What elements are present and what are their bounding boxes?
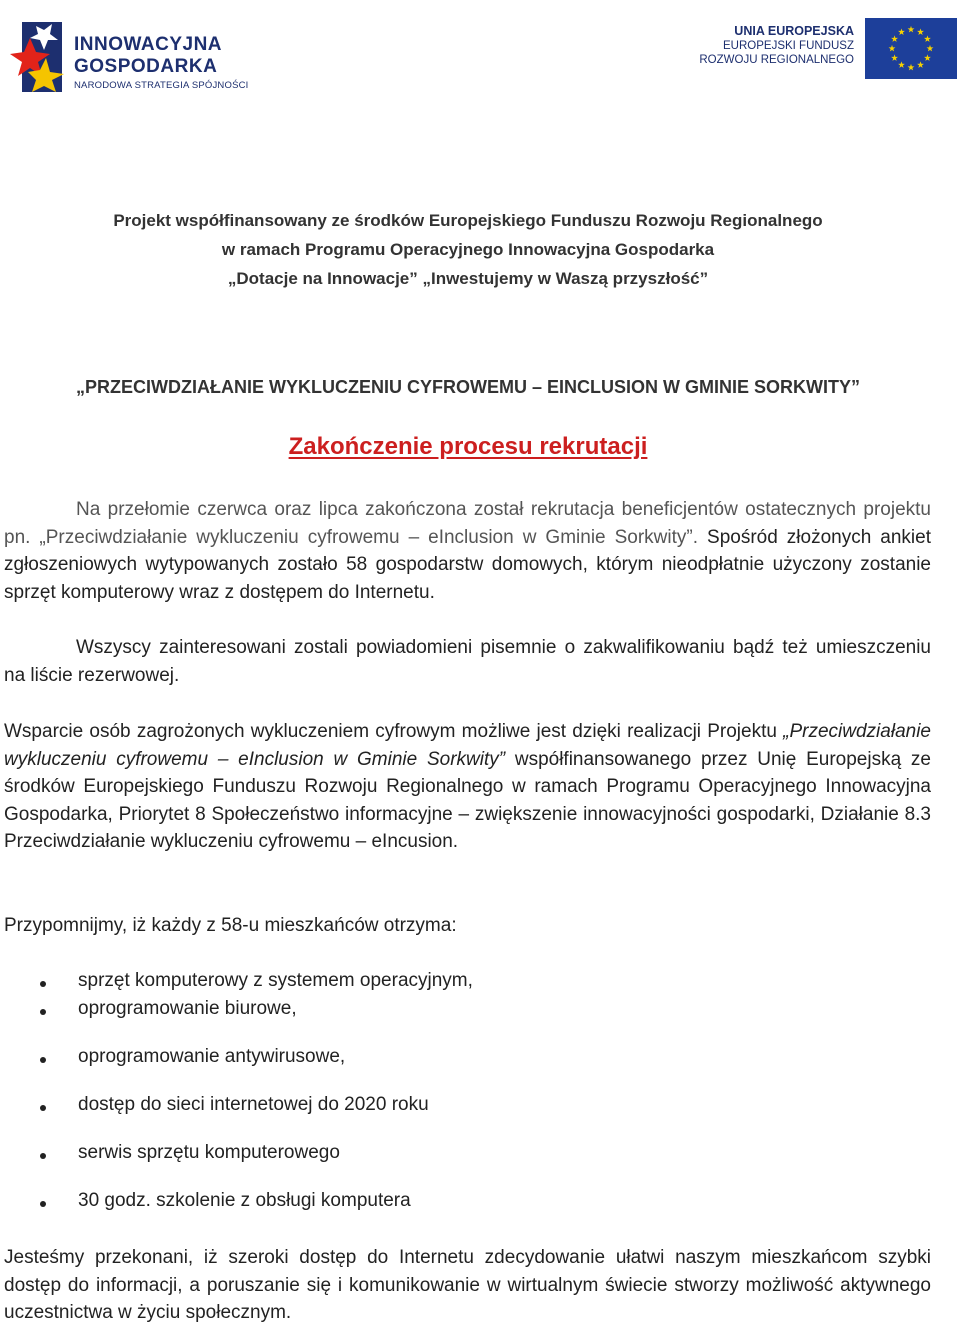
paragraph-recruitment-intro: Na przełomie czerwca oraz lipca zakończona został rekrutacja beneficjentów ostatecznych projektu pn. „Przeciwdziałanie wykluczeniu cyfrowemu – eInclusion w Gminie Sorkwity”. xyxy=(4,499,931,548)
logo-line-2: GOSPODARKA xyxy=(74,56,218,77)
logo-line-1: INNOWACYJNA xyxy=(74,34,223,55)
project-info xyxy=(0,206,936,293)
logo-line-3: NARODOWA STRATEGIA SPÓJNOŚCI xyxy=(74,80,249,91)
list-item-text: 30 godz. szkolenie z obsługi komputera xyxy=(78,1190,411,1211)
innowacyjna-gospodarka-emblem-icon xyxy=(10,16,70,96)
eu-logo-text xyxy=(699,24,854,68)
paragraph-conclusion: Jesteśmy przekonani, iż szeroki dostęp do Internetu zdecydowanie ułatwi naszym mieszkańcom szybki dostęp do informacji, a poruszanie się i komunikowanie w wirtualnym świecie stworzy możliwość aktywnego uczestnictwa w życiu społecznym. xyxy=(4,1247,931,1323)
paragraph-support-project-name: „Przeciwdziałanie wykluczeniu cyfrowemu – eInclusion w Gminie Sorkwity” xyxy=(4,721,931,770)
bullet-icon xyxy=(40,1153,46,1159)
eu-logo xyxy=(690,16,960,80)
project-info-line-2: w ramach Programu Operacyjnego Innowacyjna Gospodarka xyxy=(221,240,715,259)
project-info-line-3: „Dotacje na Innowacje” „Inwestujemy w Waszą przyszłość” xyxy=(227,269,709,288)
list-item-text: oprogramowanie antywirusowe, xyxy=(78,1046,346,1067)
eu-logo-line-2: EUROPEJSKI FUNDUSZ xyxy=(723,39,854,52)
bullet-icon xyxy=(40,1201,46,1207)
eu-logo-line-1: UNIA EUROPEJSKA xyxy=(734,24,854,38)
paragraph-recruitment xyxy=(4,496,931,606)
eu-flag-icon xyxy=(865,18,957,79)
paragraph-reminder: Przypomnijmy, iż każdy z 58-u mieszkańców otrzyma: xyxy=(4,915,457,936)
paragraph-notification: Wszyscy zainteresowani zostali powiadomieni pisemnie o zakwalifikowaniu bądź też umieszczeniu na liście rezerwowej. xyxy=(4,637,931,686)
list-item-text: dostęp do sieci internetowej do 2020 roku xyxy=(78,1094,429,1115)
list-item-text: oprogramowanie biurowe, xyxy=(78,998,297,1019)
document-subtitle: Zakończenie procesu rekrutacji xyxy=(288,433,648,460)
bullet-icon xyxy=(40,981,46,987)
paragraph-support-end: współfinansowanego przez Unię Europejską ze środków Europejskiego Funduszu Rozwoju Regionalnego w ramach Programu Operacyjnego Innowacyjna Gospodarka, Priorytet 8 Społeczeństwo informacyjne – zwiększenie innowacyjności gospodarki, Działanie 8.3 Przeciwdziałanie wykluczeniu cyfrowemu – eIncusion. xyxy=(4,748,932,852)
paragraph-recruitment-details: Spośród złożonych ankiet zgłoszeniowych wytypowanych zostało 58 gospodarstw domowych, którym nieodpłatnie użyczony zostanie sprzęt komputerowy wraz z dostępem do Internetu. xyxy=(4,526,931,603)
list-item-text: sprzęt komputerowy z systemem operacyjnym, xyxy=(78,970,473,991)
paragraph-support xyxy=(4,718,931,856)
bullet-icon xyxy=(40,1105,46,1111)
eu-logo-line-3: ROZWOJU REGIONALNEGO xyxy=(699,54,854,66)
bullet-icon xyxy=(40,1009,46,1015)
paragraph-support-start: Wsparcie osób zagrożonych wykluczeniem cyfrowym możliwe jest dzięki realizacji Projektu xyxy=(4,721,784,742)
project-info-line-1: Projekt współfinansowany ze środków Europejskiego Funduszu Rozwoju Regionalnego xyxy=(113,211,823,230)
bullet-icon xyxy=(40,1057,46,1063)
innowacyjna-gospodarka-logo xyxy=(10,14,249,98)
document-title: „PRZECIWDZIAŁANIE WYKLUCZENIU CYFROWEMU – EINCLUSION W GMINIE SORKWITY” xyxy=(76,377,860,397)
list-item-text: serwis sprzętu komputerowego xyxy=(78,1142,340,1163)
